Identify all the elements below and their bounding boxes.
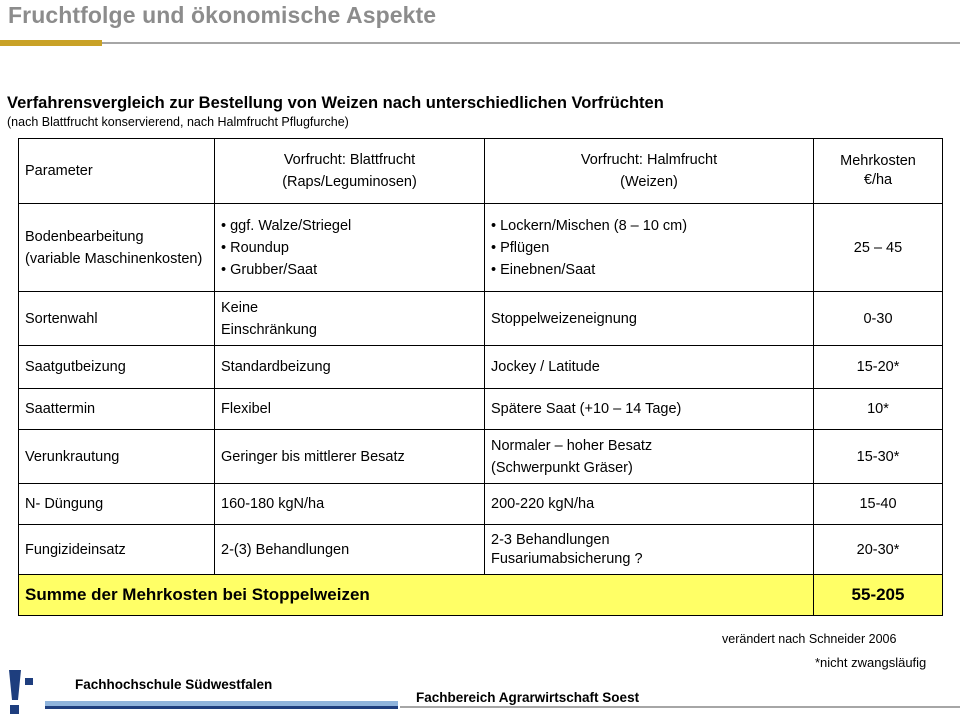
sum-value: 55-205 xyxy=(814,575,943,616)
list-item: • Grubber/Saat xyxy=(221,261,318,278)
table-row xyxy=(19,389,943,430)
title-underline xyxy=(0,40,960,46)
header-blattfrucht-line1: Vorfrucht: Blattfrucht xyxy=(283,152,416,168)
row-saatgutbeizung-halmfrucht: Jockey / Latitude xyxy=(485,346,814,389)
param-label: Bodenbearbeitung xyxy=(25,228,144,245)
row-bodenbearbeitung-cost: 25 – 45 xyxy=(814,204,943,292)
row-saatgutbeizung-blattfrucht: Standardbeizung xyxy=(215,346,485,389)
row-verunkrautung-param: Verunkrautung xyxy=(19,430,215,484)
row-fungizid-halmfrucht xyxy=(485,525,814,575)
cost-comparison-table xyxy=(18,138,943,616)
header-halmfrucht-line1: Vorfrucht: Halmfrucht xyxy=(580,152,718,168)
header-halmfrucht xyxy=(485,139,814,204)
department-name: Fachbereich Agrarwirtschaft Soest xyxy=(416,690,640,705)
cell-line: Fusariumabsicherung ? xyxy=(491,550,643,567)
cell-line: Einschränkung xyxy=(221,321,317,338)
header-parameter xyxy=(19,139,215,204)
accent-bar xyxy=(0,40,102,46)
sum-row xyxy=(19,575,943,616)
divider-line xyxy=(102,42,960,44)
table-row xyxy=(19,346,943,389)
footnote: *nicht zwangsläufig xyxy=(815,655,927,670)
cell-line: 2-3 Behandlungen xyxy=(491,531,610,548)
table-row xyxy=(19,204,943,292)
table-header-row xyxy=(19,139,943,204)
row-sortenwahl-cost: 0-30 xyxy=(814,292,943,346)
row-duengung-cost: 15-40 xyxy=(814,484,943,525)
school-name: Fachhochschule Südwestfalen xyxy=(75,677,273,692)
cell-line: (Schwerpunkt Gräser) xyxy=(491,459,633,476)
list-item: • Lockern/Mischen (8 – 10 cm) xyxy=(491,217,688,234)
row-sortenwahl-halmfrucht: Stoppelweizeneignung xyxy=(485,292,814,346)
header-blattfrucht-line2: (Raps/Leguminosen) xyxy=(282,174,417,190)
row-verunkrautung-cost: 15-30* xyxy=(814,430,943,484)
cell-line: Keine xyxy=(221,299,259,316)
source-note: verändert nach Schneider 2006 xyxy=(722,632,897,646)
sum-label: Summe der Mehrkosten bei Stoppelweizen xyxy=(19,575,814,616)
param-sublabel: (variable Maschinenkosten) xyxy=(25,250,203,267)
table-row xyxy=(19,430,943,484)
row-bodenbearbeitung-param xyxy=(19,204,215,292)
row-verunkrautung-blattfrucht: Geringer bis mittlerer Besatz xyxy=(215,430,485,484)
row-saatgutbeizung-param: Saatgutbeizung xyxy=(19,346,215,389)
header-blattfrucht xyxy=(215,139,485,204)
header-mehrkosten-line1: Mehrkosten xyxy=(840,153,916,169)
row-duengung-halmfrucht: 200-220 kgN/ha xyxy=(485,484,814,525)
row-fungizid-blattfrucht: 2-(3) Behandlungen xyxy=(215,525,485,575)
table-row xyxy=(19,525,943,575)
row-verunkrautung-halmfrucht xyxy=(485,430,814,484)
row-saattermin-blattfrucht: Flexibel xyxy=(215,389,485,430)
cell-line: Normaler – hoher Besatz xyxy=(491,437,653,454)
exclamation-logo-icon xyxy=(6,668,36,716)
table-heading: Verfahrensvergleich zur Bestellung von Weizen nach unterschiedlichen Vorfrüchten xyxy=(7,94,664,112)
table-row xyxy=(19,292,943,346)
header-parameter-label: Parameter xyxy=(25,163,93,179)
row-saattermin-cost: 10* xyxy=(814,389,943,430)
table-row xyxy=(19,484,943,525)
row-saatgutbeizung-cost: 15-20* xyxy=(814,346,943,389)
footer-line xyxy=(400,706,960,708)
row-duengung-blattfrucht: 160-180 kgN/ha xyxy=(215,484,485,525)
footer-bar-dark xyxy=(45,706,398,709)
header-halmfrucht-line2: (Weizen) xyxy=(620,174,678,190)
table-subnote: (nach Blattfrucht konservierend, nach Halmfrucht Pflugfurche) xyxy=(7,115,349,129)
header-mehrkosten-line2: €/ha xyxy=(863,172,893,188)
list-item: • Roundup xyxy=(221,239,289,256)
row-bodenbearbeitung-blattfrucht xyxy=(215,204,485,292)
row-sortenwahl-param: Sortenwahl xyxy=(19,292,215,346)
list-item: • Pflügen xyxy=(491,239,550,256)
row-saattermin-param: Saattermin xyxy=(19,389,215,430)
page-title: Fruchtfolge und ökonomische Aspekte xyxy=(8,2,437,28)
row-sortenwahl-blattfrucht xyxy=(215,292,485,346)
row-bodenbearbeitung-halmfrucht xyxy=(485,204,814,292)
row-duengung-param: N- Düngung xyxy=(19,484,215,525)
row-saattermin-halmfrucht: Spätere Saat (+10 – 14 Tage) xyxy=(485,389,814,430)
list-item: • ggf. Walze/Striegel xyxy=(221,217,352,234)
list-item: • Einebnen/Saat xyxy=(491,261,596,278)
row-fungizid-param: Fungizideinsatz xyxy=(19,525,215,575)
header-mehrkosten xyxy=(814,139,943,204)
row-fungizid-cost: 20-30* xyxy=(814,525,943,575)
